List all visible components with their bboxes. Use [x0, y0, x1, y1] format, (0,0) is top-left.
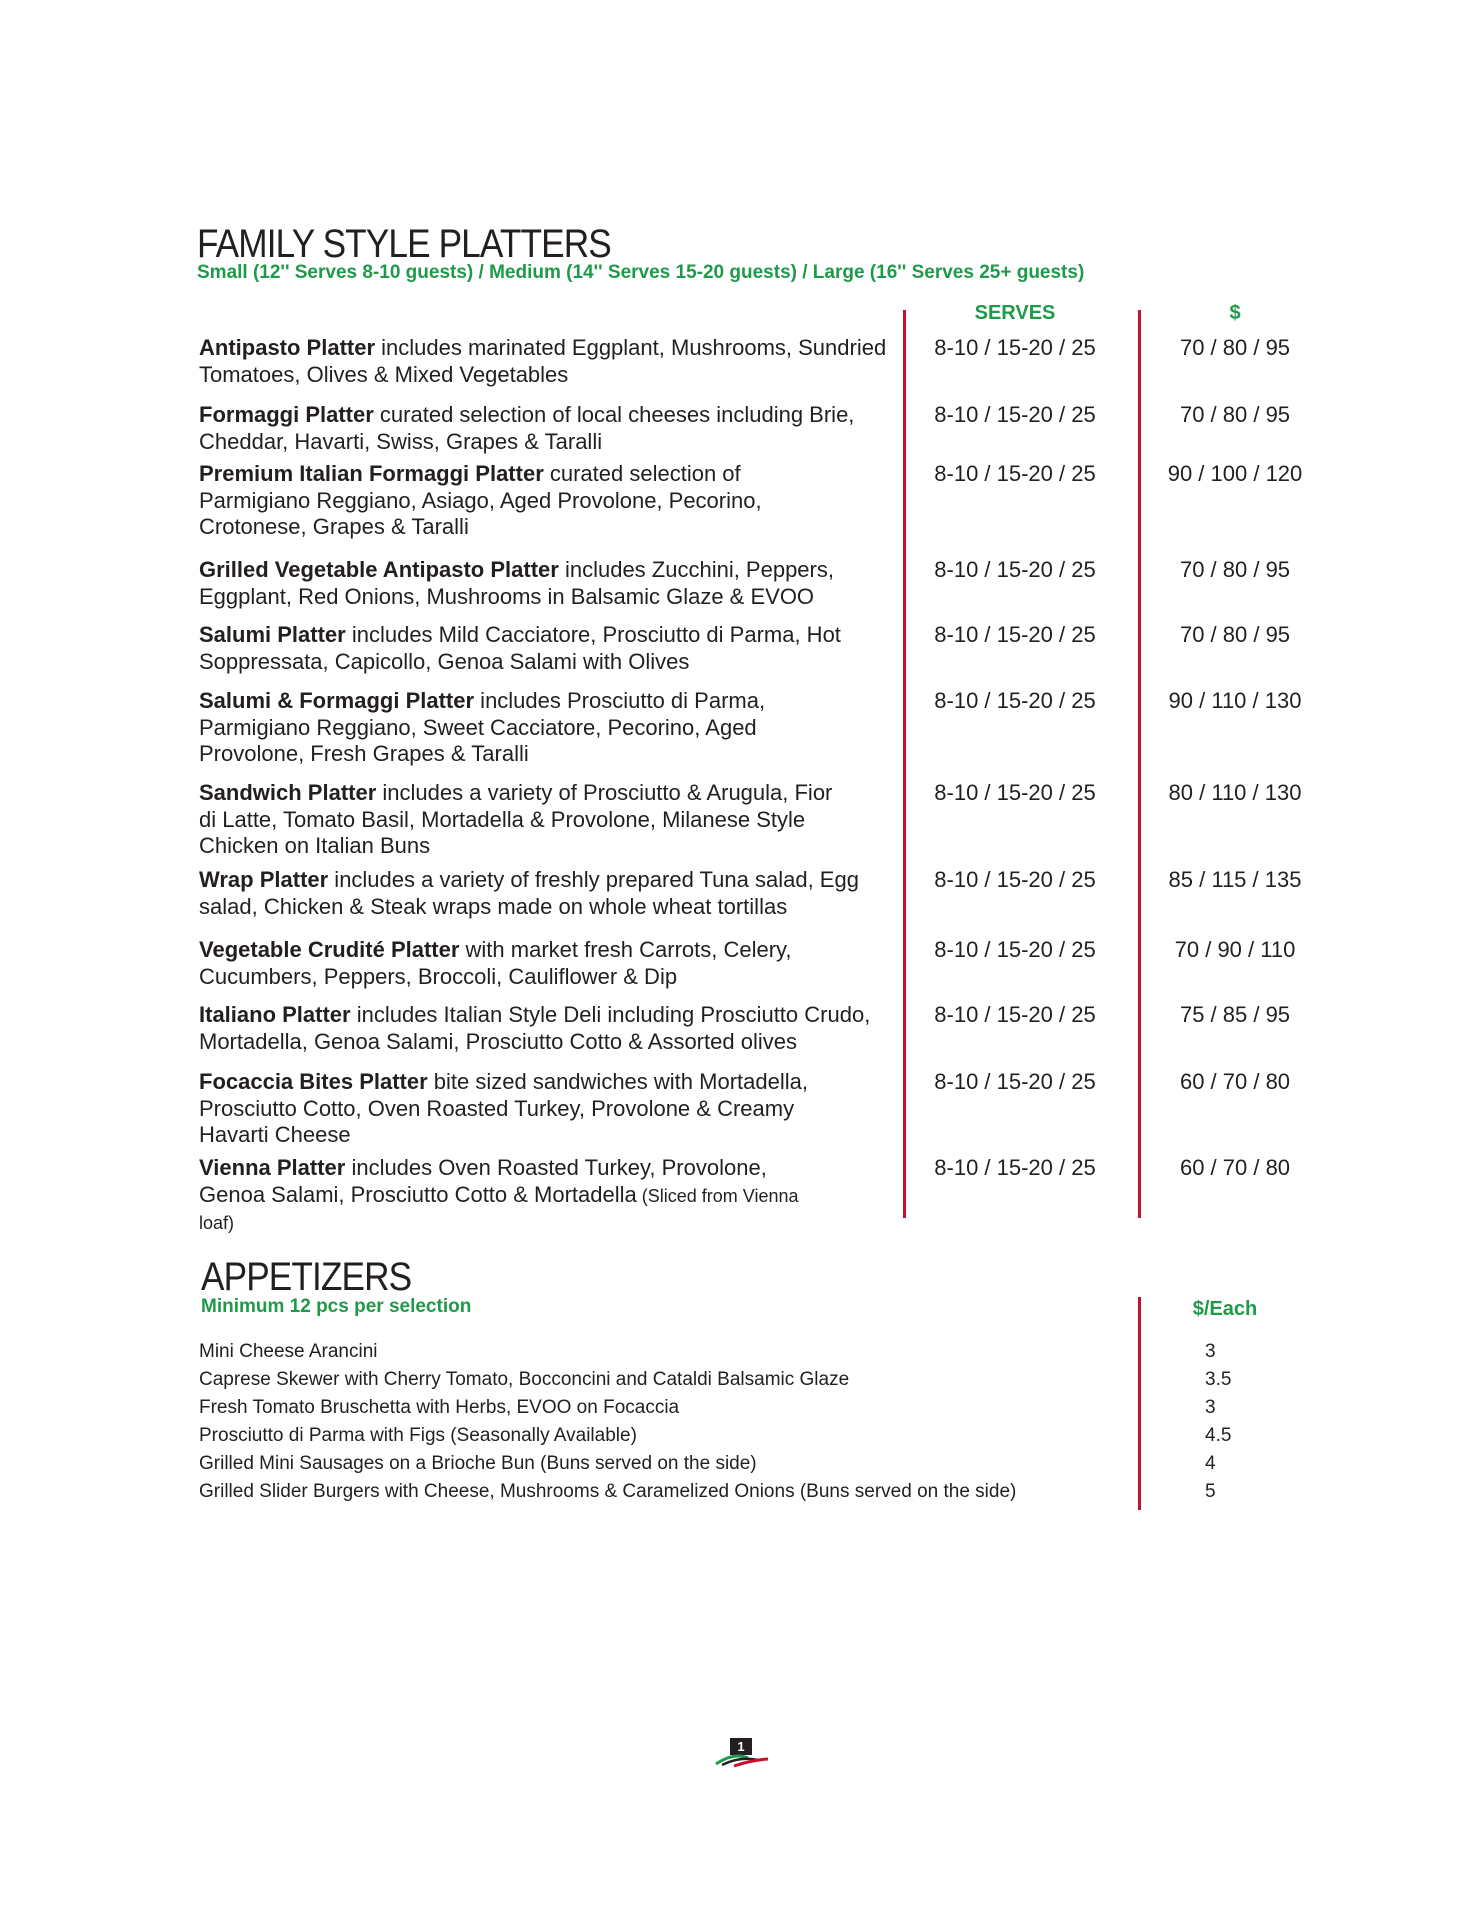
platter-serves: 8-10 / 15-20 / 25 — [934, 402, 1096, 427]
platter-name: Grilled Vegetable Antipasto Platter — [199, 557, 559, 582]
platter-details: with market fresh Carrots, Celery, Cucumbers, Peppers, Broccoli, Cauliflower & Dip — [199, 937, 792, 989]
appetizer-name: Grilled Slider Burgers with Cheese, Mushrooms & Caramelized Onions (Buns served on the side) — [199, 1481, 1017, 1502]
appetizer-price: 5 — [1205, 1481, 1216, 1502]
appetizers-title: APPETIZERS — [201, 1255, 412, 1299]
platter-price: 75 / 85 / 95 — [1179, 1002, 1291, 1027]
serves-column-header: SERVES — [974, 302, 1056, 324]
platter-serves: 8-10 / 15-20 / 25 — [934, 557, 1096, 582]
appetizer-name: Prosciutto di Parma with Figs (Seasonally Available) — [199, 1425, 637, 1446]
appetizer-name: Fresh Tomato Bruschetta with Herbs, EVOO on Focaccia — [199, 1397, 680, 1418]
page-number-logo — [714, 1738, 770, 1768]
platter-details: includes marinated Eggplant, Mushrooms, Sundried Tomatoes, Olives & Mixed Vegetables — [199, 335, 887, 387]
platter-details: includes Prosciutto di Parma, Parmigiano Reggiano, Sweet Cacciatore, Pecorino, Aged Provolone, Fresh Grapes & Taralli — [199, 688, 766, 766]
platter-name: Italiano Platter — [199, 1002, 351, 1027]
platter-details: includes a variety of Prosciutto & Arugula, Fior di Latte, Tomato Basil, Mortadella & Provolone, Milanese Style Chicken on Italian Buns — [199, 780, 833, 858]
appetizer-row — [0, 1422, 1484, 1450]
platter-details: includes Italian Style Deli including Prosciutto Crudo, Mortadella, Genoa Salami, Prosciutto Cotto & Assorted olives — [199, 1002, 871, 1054]
platter-name: Wrap Platter — [199, 867, 329, 892]
platter-description — [199, 557, 909, 610]
platter-description — [199, 780, 839, 860]
platter-name: Focaccia Bites Platter — [199, 1069, 428, 1094]
platter-description — [199, 335, 909, 388]
appetizer-price: 3.5 — [1205, 1369, 1232, 1390]
platter-price: 70 / 80 / 95 — [1179, 557, 1291, 582]
appetizer-name: Grilled Mini Sausages on a Brioche Bun (Buns served on the side) — [199, 1453, 757, 1474]
platter-details: bite sized sandwiches with Mortadella, Prosciutto Cotto, Oven Roasted Turkey, Provolone & Creamy Havarti Cheese — [199, 1069, 808, 1147]
platter-description — [199, 937, 909, 990]
platter-serves: 8-10 / 15-20 / 25 — [934, 688, 1096, 713]
platter-name: Salumi Platter — [199, 622, 346, 647]
appetizer-name: Mini Cheese Arancini — [199, 1341, 378, 1362]
appetizer-row — [0, 1450, 1484, 1478]
platter-serves: 8-10 / 15-20 / 25 — [934, 867, 1096, 892]
appetizer-row — [0, 1394, 1484, 1422]
platter-serves: 8-10 / 15-20 / 25 — [934, 780, 1096, 805]
appetizer-price: 3 — [1205, 1397, 1216, 1418]
appetizers-minimum-note: Minimum 12 pcs per selection — [201, 1296, 472, 1317]
platter-description — [199, 1155, 819, 1237]
platter-details: includes Oven Roasted Turkey, Provolone, Genoa Salami, Prosciutto Cotto & Mortadella — [199, 1155, 767, 1207]
platter-price: 60 / 70 / 80 — [1179, 1155, 1291, 1180]
platter-name: Salumi & Formaggi Platter — [199, 688, 475, 713]
platter-name: Sandwich Platter — [199, 780, 377, 805]
platter-price: 70 / 80 / 95 — [1179, 402, 1291, 427]
platter-price: 60 / 70 / 80 — [1179, 1069, 1291, 1094]
platter-serves: 8-10 / 15-20 / 25 — [934, 1002, 1096, 1027]
platter-note: (Sliced from Vienna loaf) — [199, 1185, 799, 1233]
platter-details: curated selection of Parmigiano Reggiano, Asiago, Aged Provolone, Pecorino, Crotonese, Grapes & Taralli — [199, 461, 762, 539]
platter-serves: 8-10 / 15-20 / 25 — [934, 937, 1096, 962]
platter-name: Antipasto Platter — [199, 335, 376, 360]
platter-details: includes a variety of freshly prepared Tuna salad, Egg salad, Chicken & Steak wraps made on whole wheat tortillas — [199, 867, 859, 919]
platter-serves: 8-10 / 15-20 / 25 — [934, 622, 1096, 647]
italian-flag-swoosh-icon — [714, 1738, 770, 1768]
platter-description — [199, 622, 909, 675]
platter-price: 90 / 100 / 120 — [1167, 461, 1303, 486]
appetizer-price: 4.5 — [1205, 1425, 1232, 1446]
platters-title: FAMILY STYLE PLATTERS — [197, 222, 611, 266]
appetizer-name: Caprese Skewer with Cherry Tomato, Bocconcini and Cataldi Balsamic Glaze — [199, 1369, 850, 1390]
appetizer-price: 4 — [1205, 1453, 1216, 1474]
platter-price: 90 / 110 / 130 — [1168, 688, 1302, 713]
platter-serves: 8-10 / 15-20 / 25 — [934, 461, 1096, 486]
platter-details: includes Zucchini, Peppers, Eggplant, Red Onions, Mushrooms in Balsamic Glaze & EVOO — [199, 557, 834, 609]
platter-name: Formaggi Platter — [199, 402, 374, 427]
platter-description — [199, 1069, 849, 1149]
platter-details: curated selection of local cheeses including Brie, Cheddar, Havarti, Swiss, Grapes & Taralli — [199, 402, 855, 454]
page-number: 1 — [730, 1738, 752, 1755]
platter-name: Premium Italian Formaggi Platter — [199, 461, 544, 486]
platter-details: includes Mild Cacciatore, Prosciutto di Parma, Hot Soppressata, Capicollo, Genoa Salami with Olives — [199, 622, 841, 674]
platter-description — [199, 1002, 911, 1055]
platter-description — [199, 688, 799, 768]
platter-price: 85 / 115 / 135 — [1168, 867, 1302, 892]
appetizer-price: 3 — [1205, 1341, 1216, 1362]
platter-description — [199, 867, 909, 920]
appetizer-row — [0, 1366, 1484, 1394]
appetizer-row — [0, 1478, 1484, 1506]
platter-serves: 8-10 / 15-20 / 25 — [934, 1069, 1096, 1094]
platter-price: 80 / 110 / 130 — [1168, 780, 1302, 805]
platter-description — [199, 402, 909, 455]
price-column-header: $ — [1229, 302, 1241, 324]
platter-price: 70 / 80 / 95 — [1179, 622, 1291, 647]
platters-size-note: Small (12'' Serves 8-10 guests) / Medium (14'' Serves 15-20 guests) / Large (16'' Serves 25+ guests) — [197, 262, 1085, 283]
platter-serves: 8-10 / 15-20 / 25 — [934, 1155, 1096, 1180]
platter-name: Vienna Platter — [199, 1155, 346, 1180]
platter-price: 70 / 80 / 95 — [1179, 335, 1291, 360]
platter-name: Vegetable Crudité Platter — [199, 937, 460, 962]
platter-serves: 8-10 / 15-20 / 25 — [934, 335, 1096, 360]
appetizer-price-header: $/Each — [1192, 1298, 1258, 1320]
appetizer-row — [0, 1338, 1484, 1366]
platter-price: 70 / 90 / 110 — [1174, 937, 1296, 962]
platter-description — [199, 461, 799, 541]
